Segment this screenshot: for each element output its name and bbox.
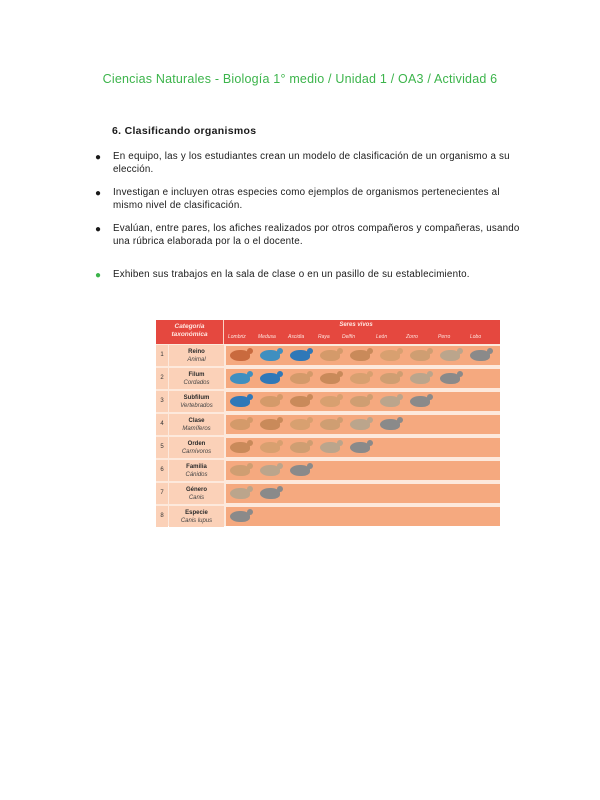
animal-illustration-icon [230,373,250,384]
breadcrumb: Ciencias Naturales - Biología 1° medio / Unidad 1 / OA3 / Actividad 6 [102,72,498,86]
taxonomy-row [156,345,500,366]
organism-name: León [376,334,388,340]
bullet-dot-icon: ● [95,224,102,235]
taxonomy-row [156,368,500,389]
taxonomy-row [156,437,500,458]
animal-illustration-icon [350,396,370,407]
organism-name: Delfín [342,334,356,340]
row-category [169,368,224,389]
bullet-item [92,186,532,212]
animal-illustration-icon [230,465,250,476]
animal-illustration-icon [380,419,400,430]
category-example: Cordados [183,380,210,386]
animal-illustration-icon [230,419,250,430]
taxonomy-row [156,391,500,412]
bullet-dot-icon: ● [95,188,102,199]
category-example: Canis lupus [180,518,213,524]
figure-header-category: Categoría taxonómica [156,320,224,344]
animal-illustration-icon [380,396,400,407]
bullet-text: Investigan e incluyen otras especies como ejemplos de organismos pertenecientes al mismo nivel de clasificación. [113,187,500,211]
bullet-item [92,222,532,248]
category-example: Canis [188,495,205,501]
row-number: 4 [156,414,168,435]
row-category [169,391,224,412]
animal-illustration-icon [380,373,400,384]
organism-name: Zorro [406,334,418,340]
category-example: Cánidos [185,472,208,478]
taxonomy-row [156,506,500,527]
category-name: Clase [188,418,205,424]
bullet-dot-icon: ● [95,152,102,163]
animal-illustration-icon [320,373,340,384]
animal-illustration-icon [230,396,250,407]
animal-illustration-icon [290,419,310,430]
animal-illustration-icon [440,373,460,384]
animal-illustration-icon [290,442,310,453]
organism-name: Raya [318,334,330,340]
category-name: Especie [185,510,208,516]
row-number: 8 [156,506,168,527]
bullet-text: En equipo, las y los estudiantes crean un modelo de clasificación de un organismo a su elección. [113,151,510,175]
taxonomy-figure [156,320,500,526]
animal-illustration-icon [260,442,280,453]
row-category [169,345,224,366]
row-number: 2 [156,368,168,389]
animal-illustration-icon [260,396,280,407]
animal-illustration-icon [320,419,340,430]
organism-name: Ascidia [288,334,305,340]
taxonomy-row [156,460,500,481]
row-category [169,460,224,481]
animal-illustration-icon [290,465,310,476]
category-name: Reino [188,349,205,355]
animal-illustration-icon [230,442,250,453]
category-example: Animal [187,357,206,363]
animal-illustration-icon [350,442,370,453]
animal-illustration-icon [470,350,490,361]
animal-illustration-icon [260,465,280,476]
taxonomy-row [156,414,500,435]
row-number: 7 [156,483,168,504]
category-name: Género [185,487,207,493]
bullet-item [92,150,532,176]
animal-illustration-icon [320,396,340,407]
category-name: Subfilum [183,395,210,401]
animal-illustration-icon [290,373,310,384]
animal-illustration-icon [260,373,280,384]
animal-illustration-icon [320,442,340,453]
organism-names [226,334,500,342]
bullet-list [92,150,532,281]
row-number: 6 [156,460,168,481]
animal-illustration-icon [410,396,430,407]
bullet-item [92,268,532,281]
animal-illustration-icon [440,350,460,361]
animal-illustration-icon [260,488,280,499]
bullet-dot-icon: ● [95,270,102,281]
animal-illustration-icon [260,419,280,430]
category-example: Carnívoros [181,449,212,455]
row-category [169,506,224,527]
row-category [169,437,224,458]
row-category [169,414,224,435]
animal-illustration-icon [350,350,370,361]
organism-name: Lobo [470,334,482,340]
animal-illustration-icon [230,488,250,499]
animal-illustration-icon [230,511,250,522]
organism-name: Medusa [258,334,276,340]
bullet-text: Evalúan, entre pares, los afiches realizados por otros compañeros y compañeras, usando una rúbrica elaborada por la o el docente. [113,223,520,247]
organism-name: Lombriz [228,334,246,340]
figure-header [156,320,500,344]
animal-illustration-icon [410,350,430,361]
row-number: 1 [156,345,168,366]
organism-name: Perro [438,334,451,340]
bullet-text: Exhiben sus trabajos en la sala de clase o en un pasillo de su establecimiento. [113,269,470,280]
animal-illustration-icon [350,419,370,430]
row-category [169,483,224,504]
animal-illustration-icon [350,373,370,384]
animal-illustration-icon [320,350,340,361]
animal-illustration-icon [290,350,310,361]
figure-header-living-beings: Seres vivos [339,322,373,328]
row-number: 3 [156,391,168,412]
animal-illustration-icon [290,396,310,407]
category-name: Filum [188,372,205,378]
category-example: Mamíferos [182,426,211,432]
animal-illustration-icon [380,350,400,361]
animal-illustration-icon [230,350,250,361]
row-band [226,507,500,526]
section-title: 6. Clasificando organismos [112,125,257,137]
category-name: Familia [186,464,207,470]
animal-illustration-icon [260,350,280,361]
taxonomy-row [156,483,500,504]
row-number: 5 [156,437,168,458]
category-name: Orden [187,441,206,447]
animal-illustration-icon [410,373,430,384]
category-example: Vertebrados [180,403,213,409]
